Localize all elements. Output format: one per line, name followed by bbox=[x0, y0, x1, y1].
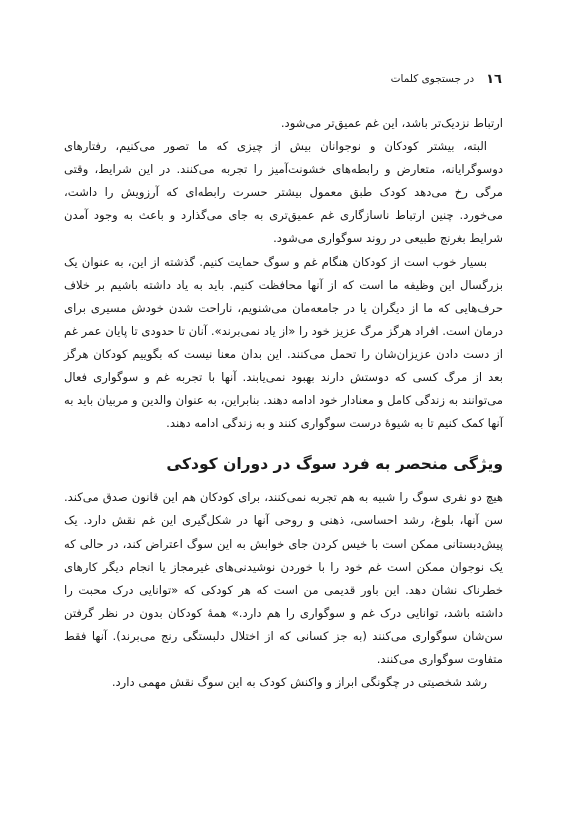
section-heading: ویژگی منحصر به فرد سوگ در دوران کودکی bbox=[166, 455, 503, 474]
running-header bbox=[65, 70, 502, 89]
paragraph: هیچ دو نفری سوگ را شبیه به هم تجربه نمی‌کنند، برای کودکان هم این قانون صدق می‌کند. سن آنها، بلوغ، رشد احساسی، ذهنی و روحی آنها در شکل‌گیری این غم نقش دارد. یک پیش‌دبستانی ممکن است با خیس کردن جای خوابش به این سوگ اعتراض کند، در حالی که یک نوجوان ممکن است غم خود را با خوردن نوشیدنی‌های غیرمجاز یا انجام دیگر کارهای خطرناک نشان دهد. این باور قدیمی من است که هر کودکی که «توانایی درک محبت را داشته باشد، توانایی درک غم و سوگواری را هم دارد.» همهٔ کودکان بدون در نظر گرفتن سن‌شان سوگواری می‌کنند (به جز کسانی که از اختلال دلبستگی رنج می‌برند). آنها فقط متفاوت سوگواری می‌کنند. bbox=[64, 490, 503, 666]
paragraph: البته، بیشتر کودکان و نوجوانان بیش از چیزی که ما تصور می‌کنیم، رفتارهای دوسوگرایانه، متعارض و رابطه‌های خشونت‌آمیز را تجربه می‌کنند. در این شرایط، وقتی مرگی رخ می‌دهد کودک طبق معمول بیشتر حسرت رابطه‌ای که آرزویش را داشت، می‌خورد. چنین ارتباط ناسازگاری غم عمیق‌تری به جای می‌گذارد و باعث به وجود آمدن شرایط بغرنج طبیعی در روند سوگواری می‌شود. bbox=[64, 139, 503, 246]
page-number: ١٦ bbox=[486, 71, 502, 87]
paragraph: ارتباط نزدیک‌تر باشد، این غم عمیق‌تر می‌شود. bbox=[280, 116, 503, 130]
paragraph: رشد شخصیتی در چگونگی ابراز و واکنش کودک به این سوگ نقش مهمی دارد. bbox=[111, 675, 487, 690]
paragraph: بسیار خوب است از کودکان هنگام غم و سوگ حمایت کنیم. گذشته از این، به عنوان یک بزرگسال این وظیفه ما است که از آنها محافظت کنیم. باید به یاد داشته باشیم بر خلاف حرف‌هایی که ما از دیگران یا در جامعه‌مان می‌شنویم، ناراحت شدن خودش مسیری برای درمان است. افراد هرگز مرگ عزیز خود را «از یاد نمی‌برند». آنان تا حدودی تا پایان عمر غم از دست دادن عزیزان‌شان را تحمل می‌کنند. این بدان معنا نیست که بگوییم کودکان هرگز بعد از مرگ کسی که دوستش دارند بهبود نمی‌یابند. آنها با تجربه غم و سوگواری فعال می‌توانند به زندگی کامل و معنادار خود ادامه دهند. بنابراین، به عنوان والدین و مربیان باید به آنها کمک کنیم تا به شیوهٔ درست سوگواری کنند و به زندگی ادامه دهند. bbox=[64, 254, 503, 431]
book-title: در جستجوی کلمات bbox=[390, 73, 475, 85]
page-body bbox=[64, 112, 503, 694]
